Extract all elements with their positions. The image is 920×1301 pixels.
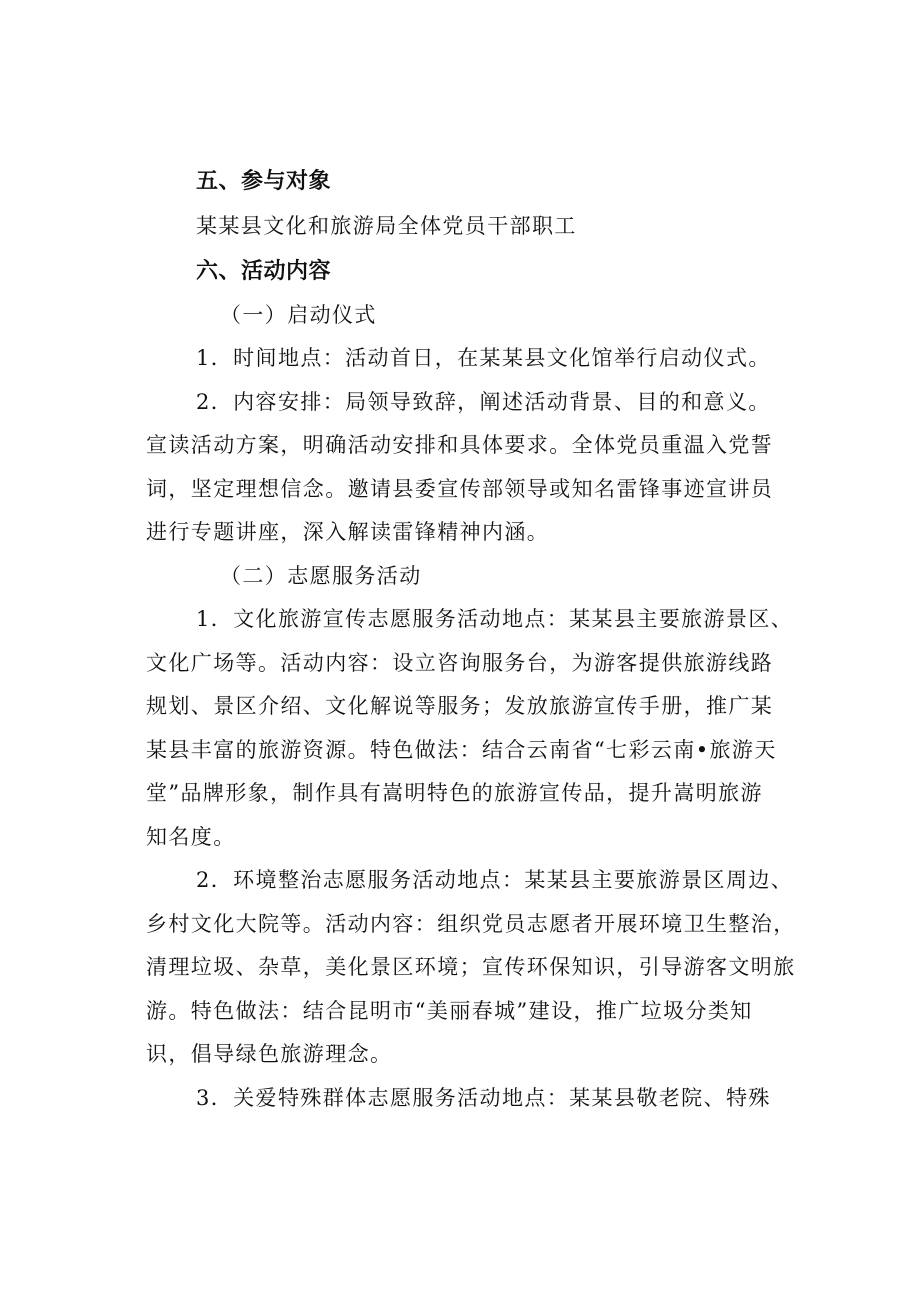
paragraph-line: 堂”品牌形象，制作具有嵩明特色的旅游宣传品，提升嵩明旅游 [146,781,763,805]
paragraph-line: 3．关爱特殊群体志愿服务活动地点：某某县敬老院、特殊 [196,1086,771,1110]
section-6-heading: 六、活动内容 [196,259,332,284]
section-5-body: 某某县文化和旅游局全体党员干部职工 [196,214,577,238]
paragraph-line: 清理垃圾、杂草，美化景区环境；宣传环保知识，引导游客文明旅 [146,955,796,979]
paragraph-line: 2．环境整治志愿服务活动地点：某某县主要旅游景区周边、 [196,868,794,892]
paragraph-line: 乡村文化大院等。活动内容：组织党员志愿者开展环境卫生整治， [146,912,796,936]
paragraph-line: 识，倡导绿色旅游理念。 [146,1042,393,1066]
paragraph-line: 词，坚定理想信念。邀请县委宣传部领导或知名雷锋事迹宣讲员 [146,477,774,501]
paragraph-line: 进行专题讲座，深入解读雷锋精神内涵。 [146,520,550,544]
paragraph-line: 2．内容安排：局领导致辞，阐述活动背景、目的和意义。 [196,390,771,414]
subsection-2-title: （二）志愿服务活动 [220,564,422,588]
paragraph-line: 文化广场等。活动内容：设立咨询服务台，为游客提供旅游线路 [146,651,774,675]
paragraph-line: 1．时间地点：活动首日，在某某县文化馆举行启动仪式。 [196,346,771,370]
paragraph-line: 游。特色做法：结合昆明市“美丽春城”建设，推广垃圾分类知 [146,999,753,1023]
paragraph-line: 知名度。 [146,825,236,849]
section-5-heading: 五、参与对象 [196,169,332,194]
paragraph-line: 1．文化旅游宣传志愿服务活动地点：某某县主要旅游景区、 [196,607,794,631]
paragraph-line: 宣读活动方案，明确活动安排和具体要求。全体党员重温入党誓 [146,433,774,457]
subsection-1-title: （一）启动仪式 [220,303,377,327]
paragraph-line: 规划、景区介绍、文化解说等服务；发放旅游宣传手册，推广某 [146,694,774,718]
paragraph-line: 某县丰富的旅游资源。特色做法：结合云南省“七彩云南•旅游天 [146,738,777,762]
